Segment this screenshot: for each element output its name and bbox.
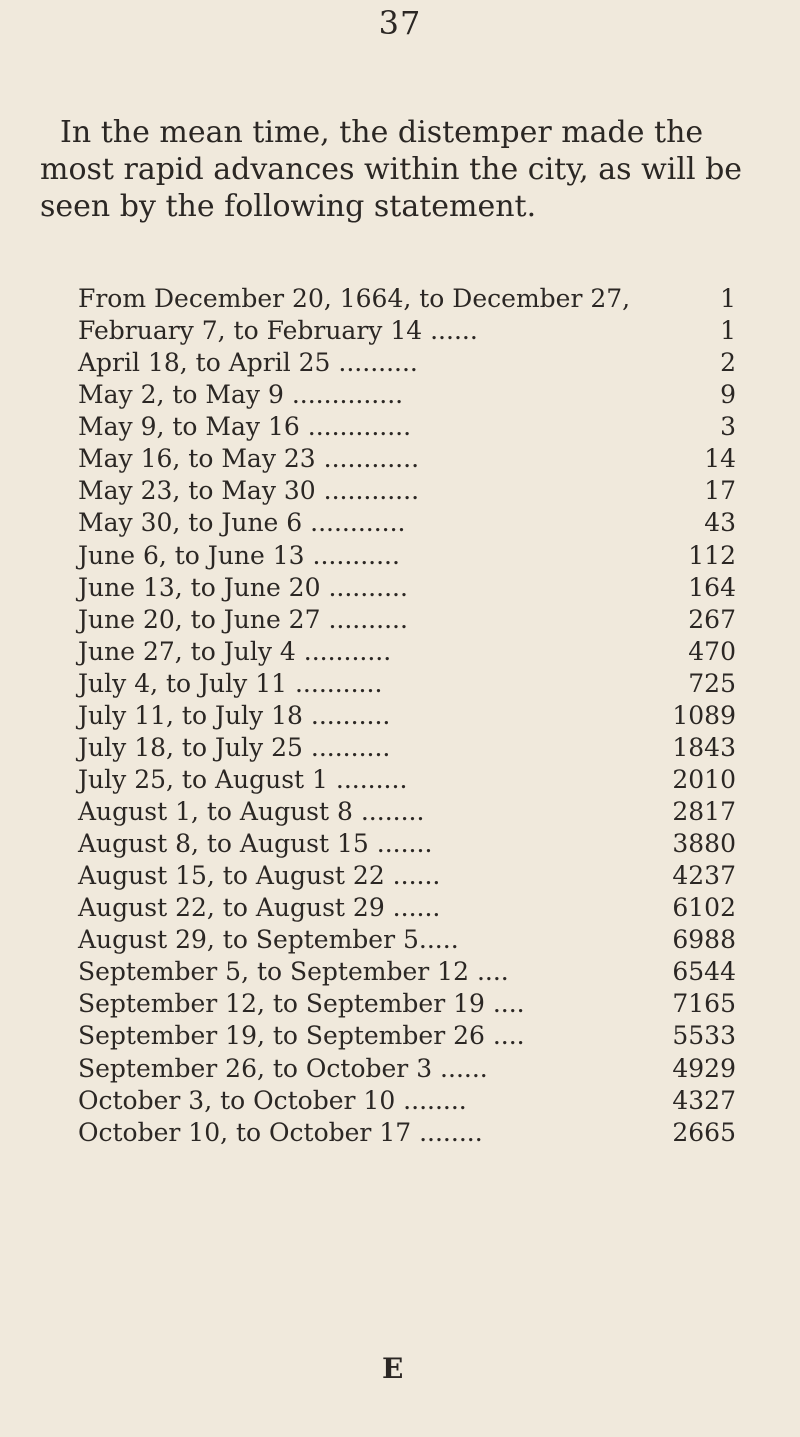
- death-count: 164: [688, 572, 736, 602]
- death-count: 267: [688, 604, 736, 634]
- period-label: May 23, to May 30 ............: [78, 476, 420, 506]
- period-label: September 5, to September 12 ....: [78, 957, 509, 987]
- table-row: [78, 315, 748, 347]
- table-row: [78, 764, 748, 796]
- table-row: [78, 828, 748, 860]
- table-row: [78, 604, 748, 636]
- period-label: June 13, to June 20 ..........: [78, 572, 408, 602]
- death-count: 112: [688, 540, 736, 570]
- death-count: 6102: [672, 893, 736, 923]
- table-row: [78, 540, 748, 572]
- death-count: 470: [688, 636, 736, 666]
- death-count: 6988: [672, 925, 736, 955]
- period-label: August 29, to September 5.....: [78, 925, 459, 955]
- period-label: May 2, to May 9 ..............: [78, 380, 404, 410]
- period-label: June 20, to June 27 ..........: [78, 604, 408, 634]
- table-row: [78, 892, 748, 924]
- period-label: February 7, to February 14 ......: [78, 316, 478, 346]
- death-count: 1: [720, 284, 736, 313]
- period-label: September 12, to September 19 ....: [78, 989, 525, 1019]
- table-row: [78, 1117, 748, 1149]
- period-label: July 4, to July 11 ...........: [78, 668, 383, 698]
- period-label: April 18, to April 25 ..........: [78, 348, 418, 378]
- period-label: May 30, to June 6 ............: [78, 508, 406, 538]
- death-count: 17: [704, 476, 736, 506]
- death-count: 9: [720, 380, 736, 410]
- death-count: 14: [704, 444, 736, 474]
- death-count: 6544: [672, 957, 736, 987]
- table-row: [78, 988, 748, 1020]
- table-row: [78, 796, 748, 828]
- period-label: July 18, to July 25 ..........: [78, 732, 391, 762]
- death-count: 1843: [672, 732, 736, 762]
- death-count: 4237: [672, 861, 736, 891]
- table-row: [78, 956, 748, 988]
- page-number: 37: [378, 4, 422, 42]
- death-count: 3: [720, 412, 736, 442]
- period-label: May 16, to May 23 ............: [78, 444, 420, 474]
- table-row: [78, 507, 748, 539]
- period-label: July 11, to July 18 ..........: [78, 700, 391, 730]
- period-label: June 6, to June 13 ...........: [78, 540, 400, 570]
- period-label: From December 20, 1664, to December 27,: [78, 284, 631, 313]
- period-label: August 15, to August 22 ......: [78, 861, 441, 891]
- table-row: [78, 443, 748, 475]
- period-label: August 1, to August 8 ........: [78, 797, 425, 826]
- period-label: September 19, to September 26 ....: [78, 1021, 525, 1051]
- table-row: [78, 636, 748, 668]
- death-count: 5533: [672, 1021, 736, 1051]
- table-row: [78, 1053, 748, 1085]
- death-count: 2: [720, 348, 736, 378]
- period-label: July 25, to August 1 .........: [78, 764, 408, 794]
- period-label: August 22, to August 29 ......: [78, 893, 441, 923]
- table-row: [78, 732, 748, 764]
- table-row: [78, 475, 748, 507]
- death-count: 4929: [672, 1053, 736, 1083]
- death-count: 4327: [672, 1085, 736, 1115]
- period-label: May 9, to May 16 .............: [78, 412, 412, 442]
- table-row: [78, 668, 748, 700]
- death-count: 7165: [672, 989, 736, 1019]
- table-row: [78, 1085, 748, 1117]
- table-row: [78, 572, 748, 604]
- mortality-table: [78, 283, 748, 1149]
- table-row: [78, 411, 748, 443]
- death-count: 3880: [672, 829, 736, 859]
- death-count: 2010: [672, 764, 736, 794]
- period-label: October 10, to October 17 ........: [78, 1117, 483, 1147]
- death-count: 1: [720, 316, 736, 346]
- table-row: [78, 379, 748, 411]
- period-label: August 8, to August 15 .......: [78, 829, 433, 859]
- table-row: [78, 924, 748, 956]
- period-label: June 27, to July 4 ...........: [78, 636, 392, 666]
- table-row: [78, 347, 748, 379]
- table-row: [78, 283, 748, 315]
- period-label: September 26, to October 3 ......: [78, 1053, 488, 1083]
- intro-paragraph: In the mean time, the distemper made the most rapid advances within the city, as will be seen by the following statement.: [40, 115, 743, 224]
- signature-mark: E: [382, 1352, 404, 1385]
- death-count: 725: [688, 668, 736, 698]
- death-count: 1089: [672, 700, 736, 730]
- table-row: [78, 700, 748, 732]
- period-label: October 3, to October 10 ........: [78, 1085, 467, 1115]
- death-count: 2817: [672, 797, 736, 826]
- table-row: [78, 860, 748, 892]
- death-count: 2665: [672, 1117, 736, 1147]
- table-row: [78, 1020, 748, 1052]
- death-count: 43: [704, 508, 736, 538]
